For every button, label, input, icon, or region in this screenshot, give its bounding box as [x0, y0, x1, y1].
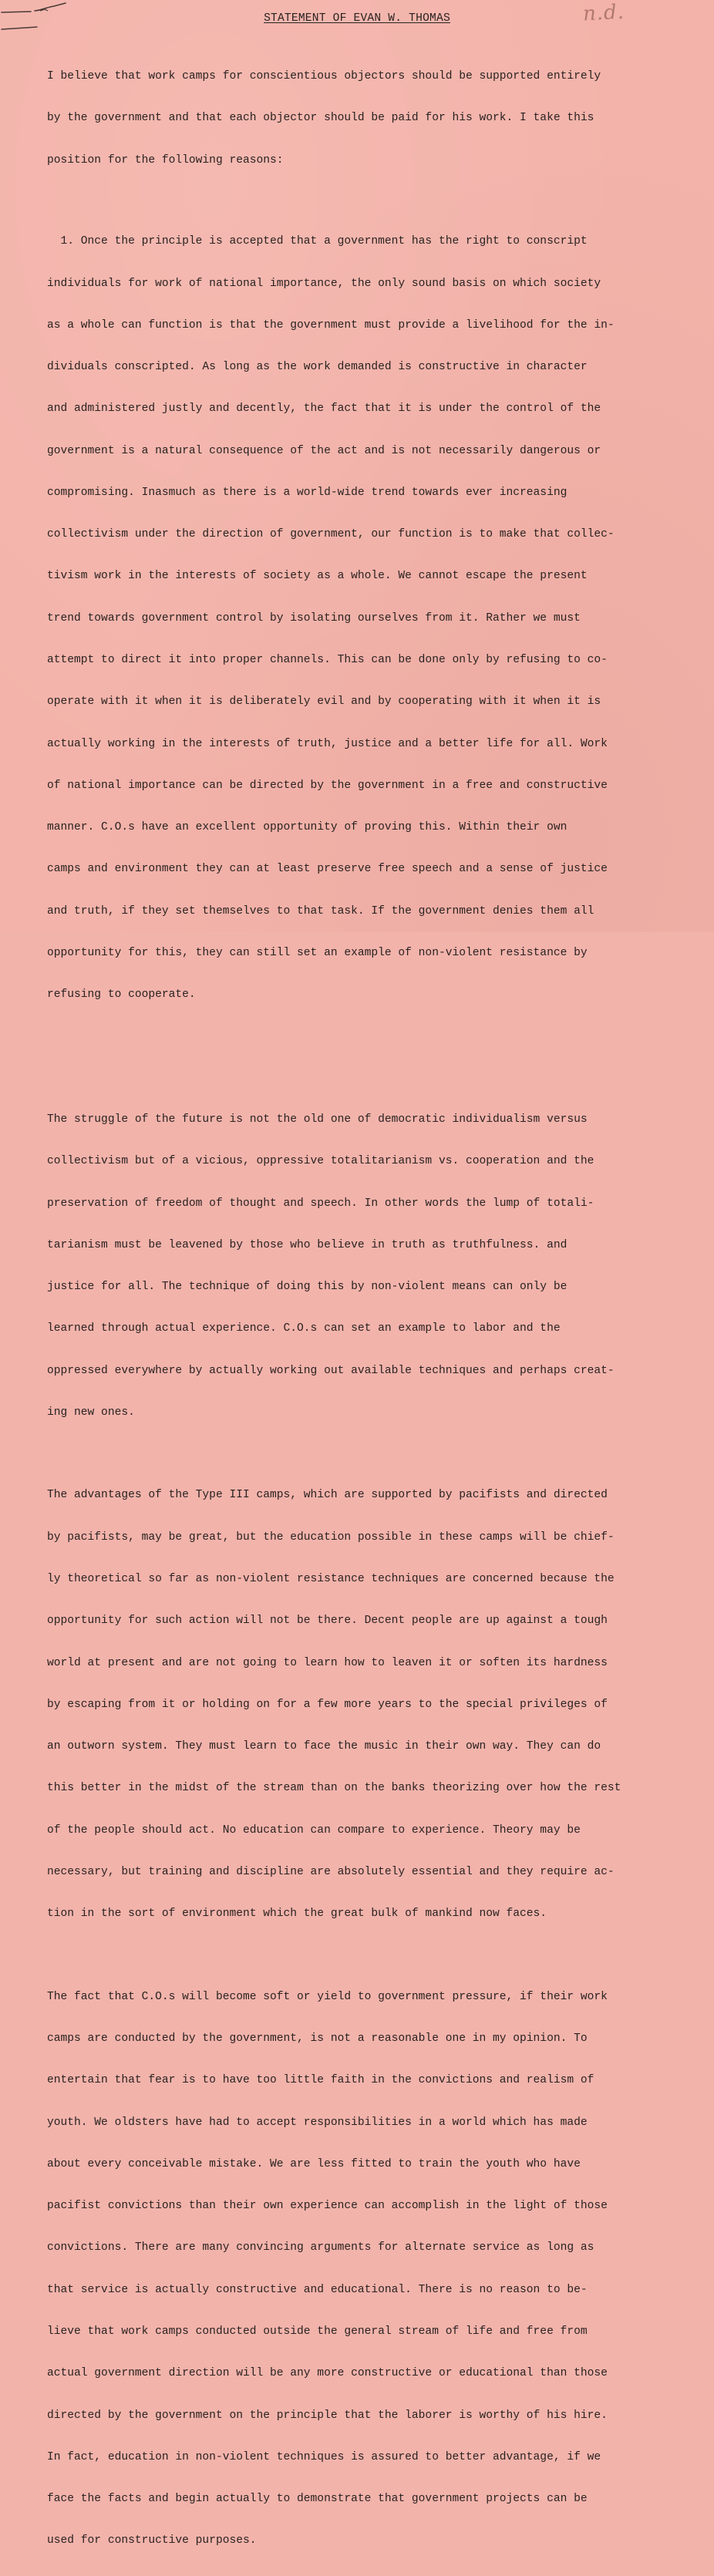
text-line: entertain that fear is to have too little faith in the convictions and realism of: [47, 2074, 594, 2087]
text-line: In fact, education in non-violent techniques is assured to better advantage, if we: [47, 2450, 601, 2463]
text-line: collectivism but of a vicious, oppressive totalitarianism vs. cooperation and the: [47, 1155, 594, 1168]
text-line: as a whole can function is that the government must provide a livelihood for the in-: [47, 318, 615, 332]
text-line: The fact that C.O.s will become soft or yield to government pressure, if their work: [47, 1990, 608, 2003]
text-line: manner. C.O.s have an excellent opportunity of proving this. Within their own: [47, 821, 567, 834]
paragraph-government-pressure: [47, 1962, 664, 2576]
text-line: tivism work in the interests of society as a whole. We cannot escape the present: [47, 570, 588, 583]
text-line: youth. We oldsters have had to accept responsibilities in a world which has made: [47, 2116, 588, 2129]
text-line: by pacifists, may be great, but the education possible in these camps will be chief-: [47, 1530, 615, 1544]
text-line: refusing to cooperate.: [47, 988, 196, 1002]
text-line: tarianism must be leavened by those who believe in truth as truthfulness. and: [47, 1238, 567, 1251]
text-line: preservation of freedom of thought and speech. In other words the lump of totali-: [47, 1197, 594, 1210]
text-line: pacifist convictions than their own experience can accomplish in the light of those: [47, 2200, 608, 2213]
text-line: dividuals conscripted. As long as the work demanded is constructive in character: [47, 361, 588, 374]
paragraph-struggle: [47, 1085, 664, 1447]
text-line: opportunity for this, they can still set an example of non-violent resistance by: [47, 947, 588, 959]
text-line: lieve that work camps conducted outside the general stream of life and free from: [47, 2325, 588, 2338]
text-line: by escaping from it or holding on for a few more years to the special privileges of: [47, 1698, 608, 1711]
text-line: ing new ones.: [47, 1406, 135, 1419]
text-line: learned through actual experience. C.O.s can set an example to labor and the: [47, 1322, 561, 1335]
paragraph-type-iii-camps: [47, 1460, 664, 1948]
text-line: this better in the midst of the stream than on the banks theorizing over how the rest: [47, 1782, 621, 1795]
text-line: actual government direction will be any more constructive or educational than those: [47, 2367, 608, 2380]
text-line: compromising. Inasmuch as there is a world-wide trend towards ever increasing: [47, 486, 567, 499]
text-line: about every conceivable mistake. We are less fitted to train the youth who have: [47, 2157, 581, 2170]
text-line: world at present and are not going to learn how to leaven it or soften its hardness: [47, 1656, 608, 1669]
text-line: and administered justly and decently, the fact that it is under the control of the: [47, 402, 601, 416]
text-line: opportunity for such action will not be there. Decent people are up against a tough: [47, 1615, 608, 1628]
text-line: collectivism under the direction of government, our function is to make that collec-: [47, 528, 615, 541]
text-line: I believe that work camps for conscientious objectors should be supported entirely: [47, 70, 601, 83]
handwritten-date-note: n.d.: [582, 0, 625, 26]
text-line: 1. Once the principle is accepted that a government has the right to conscript: [47, 235, 588, 248]
document-body: [47, 42, 664, 2576]
text-line: camps are conducted by the government, is not a reasonable one in my opinion. To: [47, 2032, 588, 2046]
text-line: actually working in the interests of truth, justice and a better life for all. Work: [47, 737, 608, 750]
text-line: used for constructive purposes.: [47, 2534, 257, 2547]
text-line: attempt to direct it into proper channels. This can be done only by refusing to co-: [47, 654, 608, 667]
text-line: directed by the government on the principle that the laborer is worthy of his hire.: [47, 2409, 608, 2422]
text-line: necessary, but training and discipline are absolutely essential and they require ac-: [47, 1866, 615, 1878]
text-line: an outworn system. They must learn to face the music in their own way. They can do: [47, 1740, 601, 1753]
text-line: trend towards government control by isolating ourselves from it. Rather we must: [47, 611, 581, 625]
text-line: oppressed everywhere by actually working out available techniques and perhaps creat-: [47, 1364, 615, 1377]
text-line: operate with it when it is deliberately evil and by cooperating with it when it is: [47, 695, 601, 709]
text-line: tion in the sort of environment which the great bulk of mankind now faces.: [47, 1908, 547, 1921]
document-title: STATEMENT OF EVAN W. THOMAS: [264, 12, 450, 25]
text-line: by the government and that each objector should be paid for his work. I take this: [47, 112, 594, 125]
text-line: convictions. There are many convincing arguments for alternate service as long as: [47, 2241, 594, 2254]
text-line: The advantages of the Type III camps, which are supported by pacifists and directed: [47, 1489, 608, 1502]
text-line: and truth, if they set themselves to that task. If the government denies them all: [47, 904, 594, 918]
text-line: of national importance can be directed by the government in a free and constructive: [47, 779, 608, 792]
text-line: [47, 1030, 664, 1044]
text-line: individuals for work of national importance, the only sound basis on which society: [47, 277, 601, 290]
text-line: of the people should act. No education can compare to experience. Theory may be: [47, 1823, 581, 1837]
text-line: ly theoretical so far as non-violent resistance techniques are concerned because the: [47, 1573, 615, 1586]
paragraph-intro: [47, 42, 664, 195]
paragraph-reason-1: [47, 207, 664, 1072]
text-line: camps and environment they can at least preserve free speech and a sense of justice: [47, 863, 608, 876]
text-line: government is a natural consequence of the act and is not necessarily dangerous or: [47, 444, 601, 457]
text-line: that service is actually constructive and educational. There is no reason to be-: [47, 2283, 588, 2296]
text-line: position for the following reasons:: [47, 153, 284, 167]
text-line: justice for all. The technique of doing this by non-violent means can only be: [47, 1281, 567, 1294]
text-line: face the facts and begin actually to demonstrate that government projects can be: [47, 2493, 588, 2506]
text-line: The struggle of the future is not the old one of democratic individualism versus: [47, 1113, 588, 1126]
